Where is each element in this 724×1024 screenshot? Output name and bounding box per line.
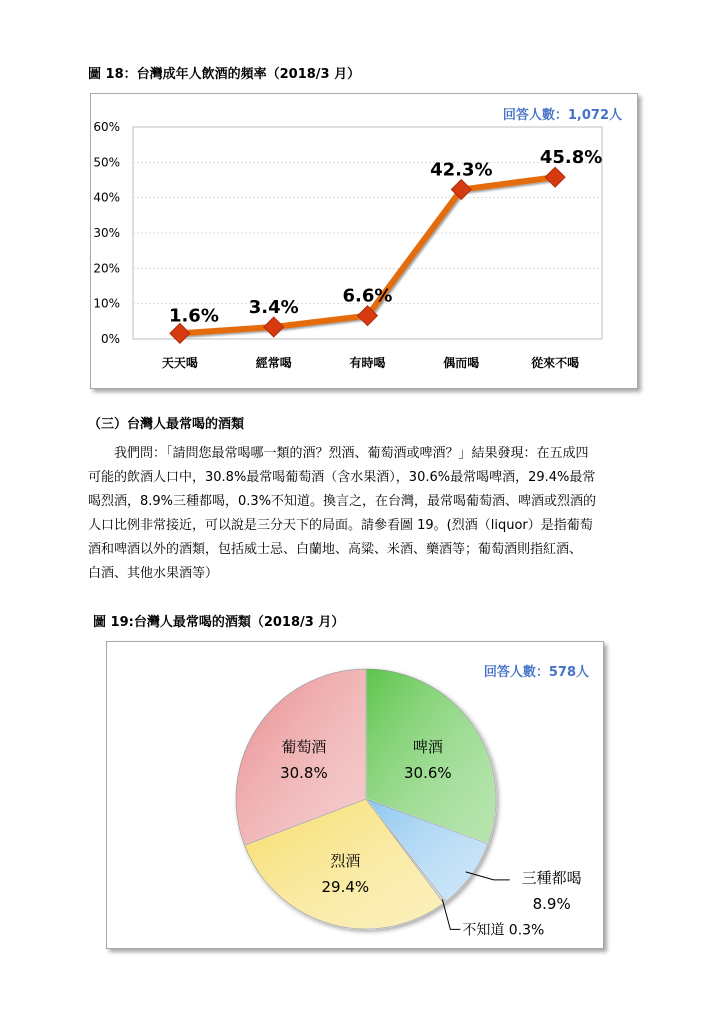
x-tick-label: 有時喝 bbox=[349, 356, 386, 370]
paragraph-line: 酒和啤酒以外的酒類，包括威士忌、白蘭地、高粱、米酒、藥酒等；葡萄酒則指紅酒、 bbox=[88, 542, 583, 557]
figure-18-respondents: 回答人數：1,072人 bbox=[502, 108, 622, 123]
y-tick-label: 60% bbox=[93, 120, 120, 134]
slice-value-label: 8.9% bbox=[532, 894, 571, 913]
figure-18-chart bbox=[90, 93, 638, 389]
data-label: 45.8% bbox=[539, 147, 603, 169]
pie-chart-svg bbox=[107, 642, 603, 948]
y-tick-label: 50% bbox=[93, 155, 120, 170]
slice-value-label: 29.4% bbox=[321, 878, 370, 897]
paragraph-line: 可能的飲酒人口中，30.8%最常喝葡萄酒（含水果酒），30.6%最常喝啤酒，29.4%最常 bbox=[88, 470, 596, 485]
figure-19-respondents: 回答人數：578人 bbox=[483, 665, 589, 680]
data-label: 42.3% bbox=[430, 159, 493, 181]
slice-name-label: 葡萄酒 bbox=[281, 738, 327, 757]
slice-name-label: 不知道 0.3% bbox=[462, 922, 545, 939]
paragraph-line: 我們問：「請問您最常喝哪一類的酒？烈酒、葡萄酒或啤酒？」結果發現：在五成四 bbox=[114, 446, 589, 461]
paragraph-line: 白酒、其他水果酒等） bbox=[88, 566, 219, 581]
x-tick-label: 天天喝 bbox=[161, 356, 198, 370]
data-point bbox=[545, 167, 565, 187]
slice-name-label: 烈酒 bbox=[330, 852, 361, 871]
y-tick-label: 0% bbox=[100, 332, 120, 346]
figure-19-title: 圖 19:台灣人最常喝的酒類（2018/3 月） bbox=[93, 615, 345, 630]
data-point bbox=[170, 323, 190, 343]
data-label: 1.6% bbox=[168, 305, 219, 327]
body-paragraph bbox=[88, 442, 648, 586]
line-chart-svg bbox=[91, 94, 637, 388]
x-tick-label: 從來不喝 bbox=[531, 356, 580, 370]
data-label: 6.6% bbox=[342, 285, 393, 307]
data-point bbox=[264, 317, 284, 337]
paragraph-line: 喝烈酒，8.9%三種都喝，0.3%不知道。換言之，在台灣，最常喝葡萄酒、啤酒或烈酒的 bbox=[88, 494, 597, 509]
data-label: 3.4% bbox=[248, 296, 299, 318]
y-tick-label: 20% bbox=[93, 261, 120, 276]
figure-18-title: 圖 18：台灣成年人飲酒的頻率（2018/3 月） bbox=[88, 67, 361, 82]
y-tick-label: 10% bbox=[93, 296, 120, 311]
section-heading: （三）台灣人最常喝的酒類 bbox=[88, 417, 245, 432]
x-tick-label: 經常喝 bbox=[255, 356, 292, 370]
y-tick-label: 30% bbox=[93, 226, 120, 240]
slice-value-label: 30.8% bbox=[280, 764, 328, 783]
figure-19-chart bbox=[106, 641, 604, 949]
x-tick-label: 偶而喝 bbox=[443, 356, 480, 370]
slice-value-label: 30.6% bbox=[403, 763, 452, 782]
y-tick-label: 40% bbox=[93, 190, 120, 205]
paragraph-line: 人口比例非常接近，可以說是三分天下的局面。請參看圖 19。(烈酒（liquor）是指葡萄 bbox=[88, 518, 593, 533]
slice-name-label: 三種都喝 bbox=[521, 868, 582, 887]
leader-line bbox=[442, 899, 460, 929]
slice-name-label: 啤酒 bbox=[412, 737, 443, 756]
